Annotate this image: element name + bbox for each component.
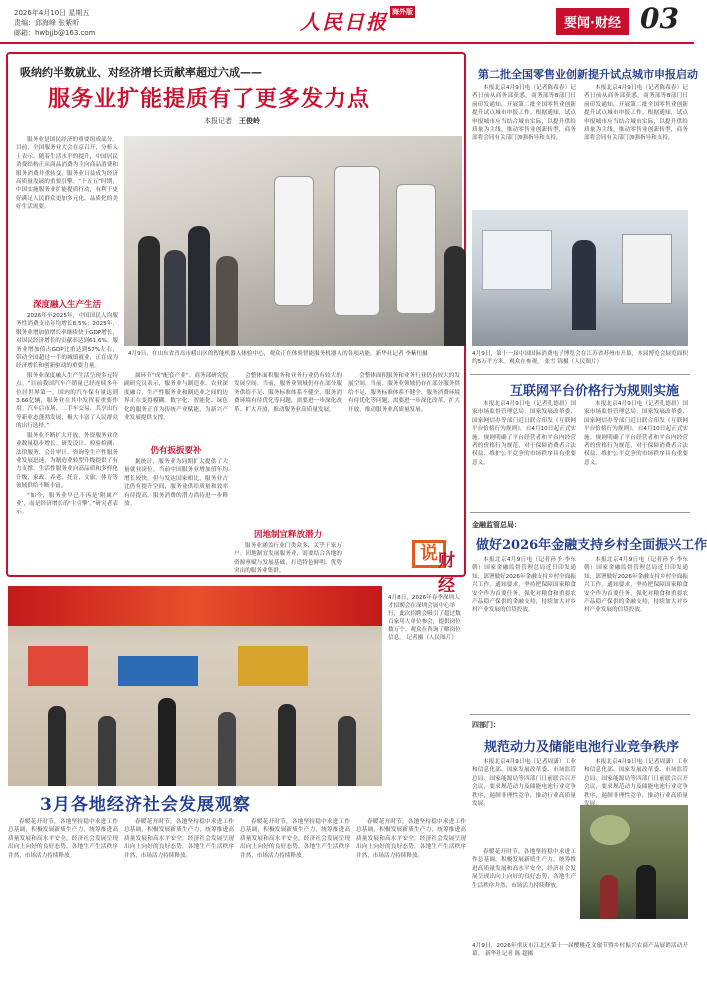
section-badge: 要闻·财经 (556, 8, 629, 35)
lead-col-4: 会整体面积服务和业务行业仍有较大的发展空间。当前，服务业领域仍存在部分服务供给不足、服务标准体系不健全、服务消费环境有待优化等问题，需要进一步深化改革、扩大开放，推动服务业高质量发展。 (234, 373, 342, 413)
robot-photo-caption: 4月9日，在山东省青岛市崂山区的智能机器人体验中心，观众正在体验智能服务机器人的各项功能。新华社记者 李紫恒摄 (128, 351, 428, 357)
email-line: 邮箱：hwbjjb@163.com (14, 29, 96, 37)
expo-photo (472, 210, 688, 346)
expo-photo-caption: 4月9日，第十一届中国国际消费电子博览会在江苏省苏州市开幕，本届博览会展览面积约5万平方米。观众在参观。 张雪 锦摄（人民图片） (472, 351, 688, 365)
article2-body-2: 本报北京4月9日电（记者陈希春）记者日前从商务部获悉，商务部等8部门日前印发通知，开展第二批全国零售业创新提升试点城市申报工作。根据通知，试点申报城市应当结合城市实际，以提升供给质量为主线，推动零售业创新转型，商务部将会同有关部门加强指导和支持。 (584, 85, 688, 142)
masthead (0, 0, 694, 44)
article5-body-2: 本报北京4月9日电（记者周潇）工业和信息化部、国家发展改革委、市场监管总局、国家能源局等四部门日前联合召开会议，要求规范动力及储能电池行业竞争秩序，遏制非理性竞争，推动行业高质量 (584, 759, 688, 799)
cherry-blossom-caption: 4月9日，2026年重庆市江北区第十一届樱桃花文旅节暨乡村振兴农商产品展销活动开幕。 新华社记者 陈 超摄 (472, 943, 688, 957)
bottom-headline: 3月各地经济社会发展观察 (40, 795, 251, 815)
logo-tag: 海外版 (392, 7, 413, 16)
shuo-caijing-stamp: 说 财经 (412, 536, 466, 572)
bottom-body-2: 春暖花开时节，各地坚持稳中求进工作总基调，积极发展新质生产力，统筹推进高质量发展和高水平安全，经济社会发展呈现出向上向好的良好态势，各地生产生活秩序井然，市场活力持续释放。 (124, 819, 234, 859)
job-fair-caption: 4月8日，2026年春季深圳人才招聘会在深圳会展中心举行，此次招聘会吸引了超过数百家用人单位参会，提供岗位数万个。观众在咨询了解岗位信息。 记者摄（人民图片） (388, 595, 461, 641)
lead-col-1: 2026年至2025年，中国国民人均服务性消费支出年均增长8.5%；2025年，服务业增加值增长率继续快于GDP增长，对国民经济增长的贡献率达到61.6%。服务业增加值占GDP比重达到57%左右，带动全国超过一半的城镇就业，正在成为经济增长和创新驱动的重要力量。 服务业深度融入生产生活呈现多元特点。“目前我国汽车产销量已经连续多年位居世界第一，国内的汽车保有量达到3.66亿辆，服务业在其中发挥着重要作用。汽车后市场、二手车交易、共享出行等新业态蓬勃发展，极大丰富了人民群众的出行选择。” 服务业不断扩大开放，外资服务业企业数量稳步增长。研发设计、检验检测、法律服务、会计审计、咨询等生产性服务业发展迅速，为制造业转型升级提供了有力支撑。生活性服务业向高品质和多样化升级，家政、养老、托育、文旅、体育等领域供给不断丰富。 “如今，服务业早已不再是‘附属产业’，而是经济增长的‘主引擎’。”研究者表示。 (16, 313, 118, 516)
article3-title: 互联网平台价格行为规则实施 (510, 384, 680, 399)
article3-body-2: 本报北京4月9日电（记者孔德晨）国家市场监督管理总局、国家发展改革委、国家网信办等部门近日联合印发《互联网平台价格行为规则》，自4月10日起正式实施。规则明确了平台经营者和平台内经营者的价格行为规范，对于保障消费者合法权益、维护公平竞争的市场秩序具有重要意义。 (584, 401, 688, 466)
job-fair-photo (8, 586, 382, 786)
lead-subhead-2: 仍有扳扳要补 (150, 446, 202, 456)
bottom-body-3: 春暖花开时节，各地坚持稳中求进工作总基调，积极发展新质生产力，统筹推进高质量发展和高水平安全，经济社会发展呈现出向上向好的良好态势，各地生产生活秩序井然，市场活力持续释放。 (240, 819, 350, 859)
divider (470, 512, 690, 513)
article2-title: 第二批全国零售业创新提升试点城市申报启动 (478, 68, 698, 81)
article5-body-1: 本报北京4月9日电（记者周潇）工业和信息化部、国家发展改革委、市场监管总局、国家能源局等四部门日前联合召开会议，要求规范动力及储能电池行业竞争秩序，遏制非理性竞争，推动行业高质量发展。 (472, 759, 576, 808)
newspaper-logo: 人民日报 海外版 (300, 7, 413, 34)
lead-col-6: 服务业涵盖行业门类众多，关乎千家万户。因地制宜发展服务业，需要结合各地的资源禀赋与发展基础，打造特色鲜明、优势突出的服务业集群。 (234, 543, 342, 575)
issue-date: 2026年4月10日 星期五 (14, 9, 90, 17)
article4-title: 做好2026年金融支持乡村全面振兴工作 (476, 538, 707, 553)
lead-col-5: 会整体面积服务和业务行业仍有较大的发展空间。当前，服务业领域仍存在部分服务供给不足、服务标准体系不健全、服务消费环境有待优化等问题，需要进一步深化改革、扩大开放，推动服务业高质量发展。 (348, 373, 460, 413)
bottom-body-1: 春暖花开时节，各地坚持稳中求进工作总基调，积极发展新质生产力，统筹推进高质量发展和高水平安全，经济社会发展呈现出向上向好的良好态势，各地生产生活秩序井然，市场活力持续释放。 (8, 819, 118, 859)
lead-headline: 服务业扩能提质有了更多发力点 (48, 86, 371, 112)
divider (470, 374, 690, 375)
divider (470, 714, 690, 715)
lead-intro: 服务业是国民经济的重要组成部分。目前，全国服务业大会在京召开，分析人士表示，随着生活水平的提升，中国居民消费结构正从商品消费为主向商品消费和服务消费并重转变，服务业日益成为经济高质量发展的重要引擎。“十五五”时期，中国实施服务业扩能提质行动，有利于更好满足人民群众更加多元化、品质化的美好生活需要。 (16, 137, 118, 211)
article4-body-1: 本报北京4月9日电（记者孙予·李东朝）国家金融监督管理总局近日印发通知，部署做好2026年金融支持乡村全面振兴工作。通知要求，坚持把保障国家粮食安全作为首要任务，强化对粮食和重要农产品稳产保供的金融支持，持续加大对乡村产业发展的信贷投放。 (472, 557, 576, 614)
bottom-body-4: 春暖花开时节，各地坚持稳中求进工作总基调，积极发展新质生产力，统筹推进高质量发展和高水平安全，经济社会发展呈现出向上向好的良好态势，各地生产生活秩序井然，市场活力持续释放。 (356, 819, 466, 859)
article2-body-1: 本报北京4月9日电（记者陈希春）记者日前从商务部获悉，商务部等8部门日前印发通知，开展第二批全国零售业创新提升试点城市申报工作。根据通知，试点申报城市应当结合城市实际，以提升供给质量为主线，推动零售业创新转型，商务部将会同有关部门加强指导和支持。 (472, 85, 576, 142)
robot-photo (124, 136, 462, 346)
masthead-meta (14, 8, 95, 38)
bottom-body-5: 春暖花开时节，各地坚持稳中求进工作总基调，积极发展新质生产力，统筹推进高质量发展和高水平安全，经济社会发展呈现出向上向好的良好态势，各地生产生活秩序井然，市场活力持续释放。 (472, 849, 576, 889)
article4-kicker: 金融监管总局： (472, 521, 521, 529)
lead-col-2: 属环节”成“配套产业”。商务部研究院副研究员表示，服务业与制造业、农业深度融合，生产性服务业和制造业之间的边界正在变得模糊。数字化、智能化、绿色化的服务正在为传统产业赋能，为新兴产业发展提供支撑。 (124, 373, 228, 422)
article3-body-1: 本报北京4月9日电（记者孔德晨）国家市场监督管理总局、国家发展改革委、国家网信办等部门近日联合印发《互联网平台价格行为规则》，自4月10日起正式实施。规则明确了平台经营者和平台内经营者的价格行为规范，对于保障消费者合法权益、维护公平竞争的市场秩序具有重要意义。 (472, 401, 576, 466)
page-number: 03 (640, 2, 679, 35)
lead-byline: 本报记者 王俊岭 (204, 117, 260, 125)
lead-kicker: 吸纳约半数就业、对经济增长贡献率超过六成—— (20, 66, 262, 79)
lead-col-3: 据统计，服务业为同期扩大提供了大量就业岗位。当前中国服务业增加值年均增长较快，但与发达国家相比，服务业占比仍有提升空间，服务业供给质量和效率有待提高，服务消费的潜力尚待进一步释放。 (124, 459, 228, 508)
article5-kicker: 四部门： (472, 721, 500, 729)
lead-subhead-1: 深度融入生产生活 (32, 300, 101, 310)
cherry-blossom-photo (580, 805, 688, 919)
article4-body-2: 本报北京4月9日电（记者孙予·李东朝）国家金融监督管理总局近日印发通知，部署做好2026年金融支持乡村全面振兴工作。通知要求，坚持把保障国家粮食安全作为首要任务，强化对粮食和重要农产品稳产保供的金融支持，持续加大对乡村产业发展的信贷投放。 (584, 557, 688, 614)
lead-subhead-3: 因地制宜释放潜力 (253, 530, 322, 540)
lead-article-box (6, 52, 466, 596)
article5-title: 规范动力及储能电池行业竞争秩序 (484, 740, 680, 755)
editor-line: 责编：邱海峰 张紫昕 (14, 19, 80, 27)
